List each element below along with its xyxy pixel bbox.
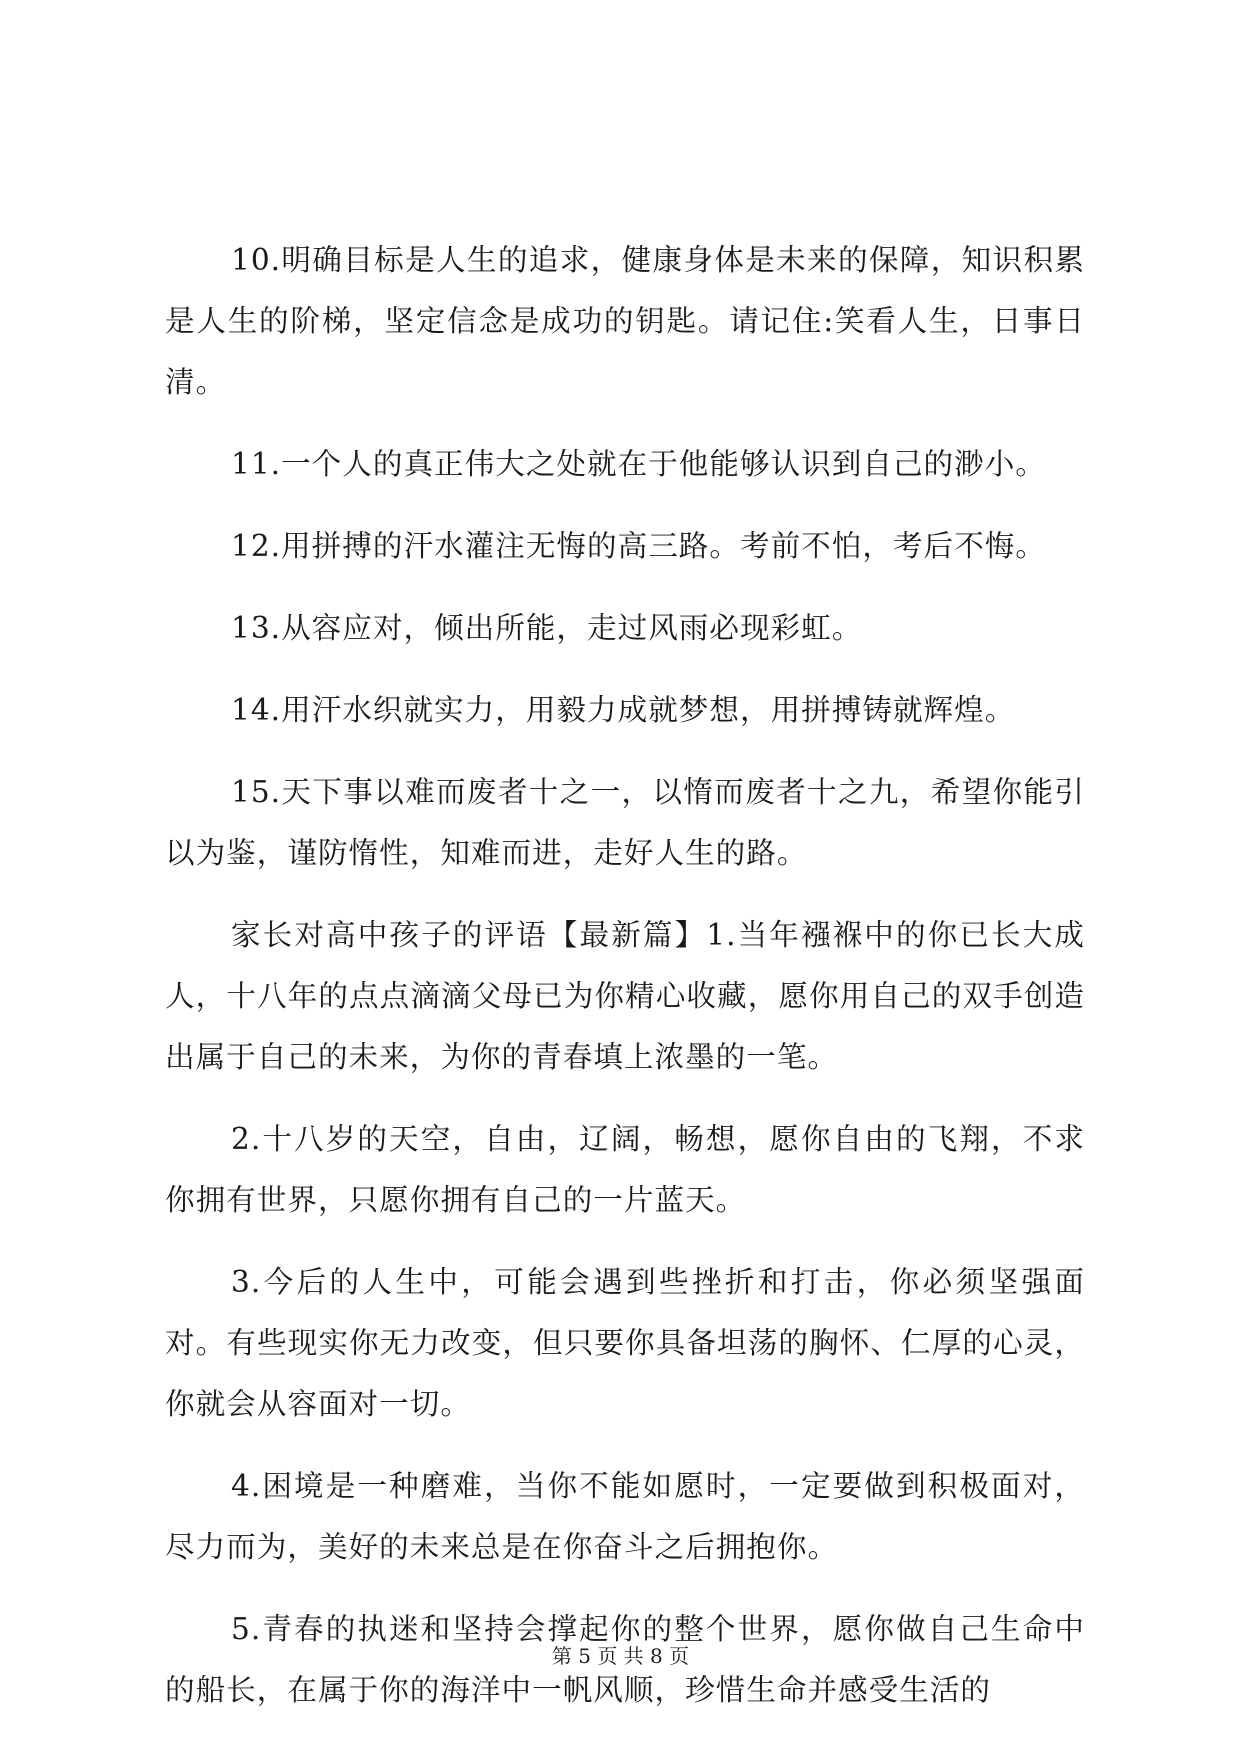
- paragraph-latest-2: 2.十八岁的天空，自由，辽阔，畅想，愿你自由的飞翔，不求你拥有世界，只愿你拥有自己的一片蓝天。: [165, 1122, 1085, 1217]
- page-number-footer: 第 5 页 共 8 页: [551, 1644, 690, 1668]
- paragraph-latest-4: 4.困境是一种磨难，当你不能如愿时，一定要做到积极面对，尽力而为，美好的未来总是在你奋斗之后拥抱你。: [165, 1469, 1085, 1564]
- paragraph-10: 10.明确目标是人生的追求，健康身体是未来的保障，知识积累是人生的阶梯，坚定信念是成功的钥匙。请记住:笑看人生，日事日清。: [165, 243, 1085, 399]
- paragraph-12: 12.用拼搏的汗水灌注无悔的高三路。考前不怕，考后不悔。: [231, 529, 1046, 563]
- paragraph-15: 15.天下事以难而废者十之一，以惰而废者十之九，希望你能引以为鉴，谨防惰性，知难而进，走好人生的路。: [165, 775, 1085, 870]
- paragraph-11: 11.一个人的真正伟大之处就在于他能够认识到自己的渺小。: [231, 447, 1046, 481]
- paragraph-14: 14.用汗水织就实力，用毅力成就梦想，用拼搏铸就辉煌。: [231, 693, 1016, 727]
- paragraph-13: 13.从容应对，倾出所能，走过风雨必现彩虹。: [231, 611, 863, 645]
- document-body: [165, 230, 1085, 1742]
- paragraph-latest-5: 5.青春的执迷和坚持会撑起你的整个世界，愿你做自己生命中的船长，在属于你的海洋中一帆风顺，珍惜生命并感受生活的: [165, 1612, 1085, 1707]
- paragraph-latest-section-1: 家长对高中孩子的评语【最新篇】1.当年襁褓中的你已长大成人，十八年的点点滴滴父母已为你精心收藏，愿你用自己的双手创造出属于自己的未来，为你的青春填上浓墨的一笔。: [165, 918, 1085, 1074]
- paragraph-latest-3: 3.今后的人生中，可能会遇到些挫折和打击，你必须坚强面对。有些现实你无力改变，但只要你具备坦荡的胸怀、仁厚的心灵，你就会从容面对一切。: [165, 1265, 1085, 1421]
